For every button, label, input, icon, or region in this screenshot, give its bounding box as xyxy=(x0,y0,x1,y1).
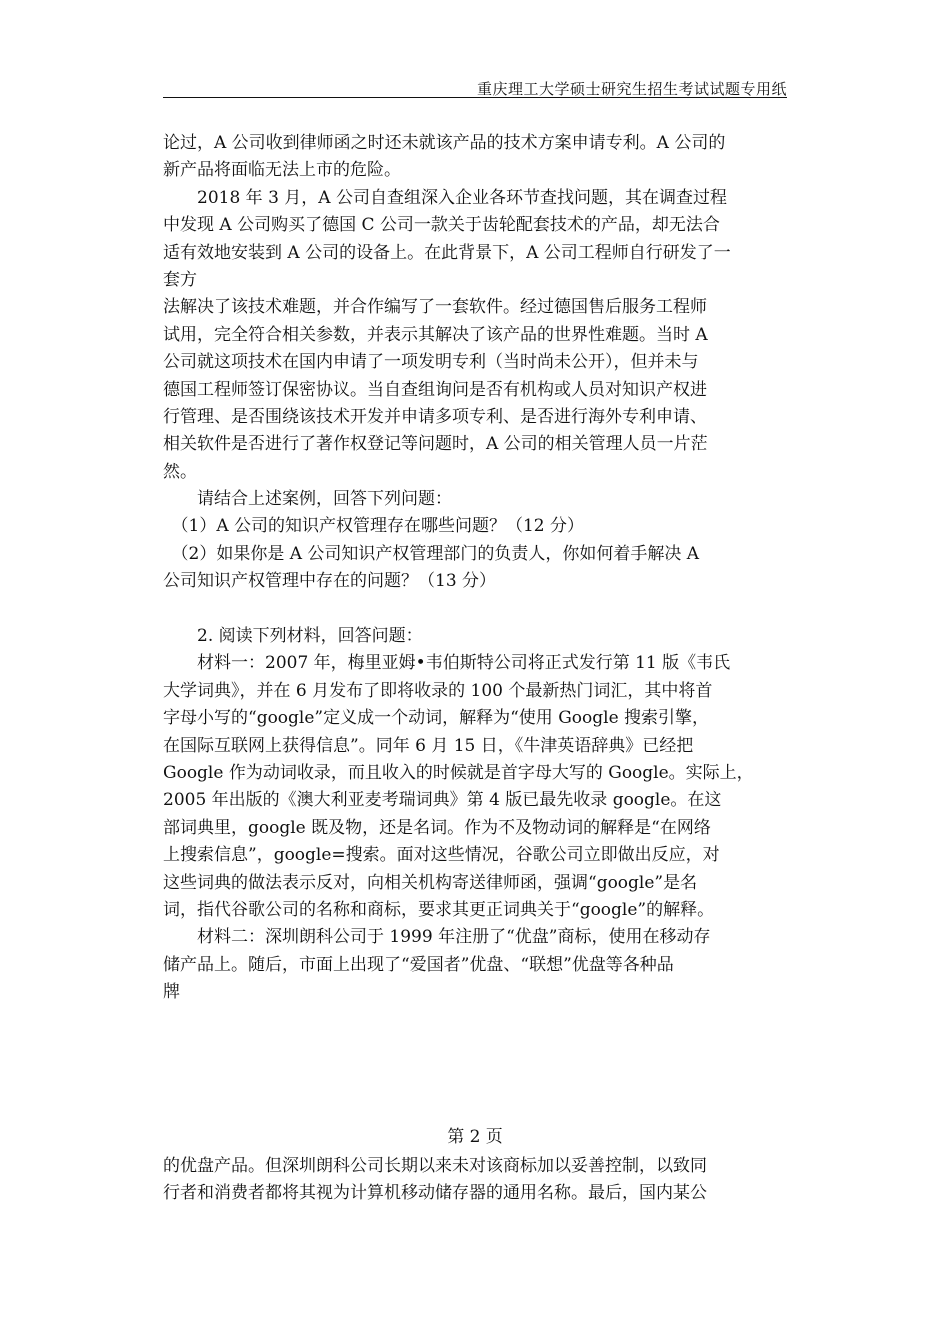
body-text xyxy=(163,130,787,1007)
text-line: 部词典里，google 既及物，还是名词。作为不及物动词的解释是“在网络 xyxy=(163,817,711,838)
text-line: 材料一：2007 年，梅里亚姆•韦伯斯特公司将正式发行第 11 版《韦氏 xyxy=(163,653,731,674)
text-line: 上搜索信息”，google=搜索。面对这些情况，谷歌公司立即做出反应，对 xyxy=(163,845,720,866)
text-line: 储产品上。随后，市面上出现了“爱国者”优盘、“联想”优盘等各种品 xyxy=(163,954,674,975)
text-line: 法解决了该技术难题，并合作编写了一套软件。经过德国售后服务工程师 xyxy=(163,297,707,318)
text-line: 2005 年出版的《澳大利亚麦考瑞词典》第 4 版已最先收录 google。在这 xyxy=(163,790,722,811)
text-line: 新产品将面临无法上市的危险。 xyxy=(163,160,401,181)
text-line: Google 作为动词收录，而且收入的时候就是首字母大写的 Google。实际上， xyxy=(163,762,754,783)
text-line: 公司知识产权管理中存在的问题？（13 分） xyxy=(163,571,497,592)
page-header xyxy=(163,74,787,98)
text-line: 适有效地安装到 A 公司的设备上。在此背景下，A 公司工程师自行研发了一 xyxy=(163,242,731,263)
text-line: 相关软件是否进行了著作权登记等问题时，A 公司的相关管理人员一片茫 xyxy=(163,434,708,455)
page-number: 第 2 页 xyxy=(447,1127,503,1147)
text-line: 行管理、是否围绕该技术开发并申请多项专利、是否进行海外专利申请、 xyxy=(163,406,707,427)
text-line: 2018 年 3 月，A 公司自查组深入企业各环节查找问题，其在调查过程 xyxy=(163,187,727,208)
text-line: 词，指代谷歌公司的名称和商标，要求其更正词典关于“google”的解释。 xyxy=(163,899,715,920)
text-line: （1）A 公司的知识产权管理存在哪些问题？（12 分） xyxy=(163,516,585,537)
text-line: 然。 xyxy=(163,461,197,482)
blank-line xyxy=(163,596,787,623)
text-line: 中发现 A 公司购买了德国 C 公司一款关于齿轮配套技术的产品，却无法合 xyxy=(163,215,720,236)
text-line: 大学词典》，并在 6 月发布了即将收录的 100 个最新热门词汇，其中将首 xyxy=(163,680,713,701)
header-title: 重庆理工大学硕士研究生招生考试试题专用纸 xyxy=(476,80,787,98)
text-line: 德国工程师签订保密协议。当自查组询问是否有机构或人员对知识产权进 xyxy=(163,379,707,400)
text-line: 字母小写的“google”定义成一个动词，解释为“使用 Google 搜索引擎， xyxy=(163,708,710,729)
text-line: 套方 xyxy=(163,269,197,290)
text-line: 试用，完全符合相关参数，并表示其解决了该产品的世界性难题。当时 A xyxy=(163,324,708,345)
text-line: 论过，A 公司收到律师函之时还未就该产品的技术方案申请专利。A 公司的 xyxy=(163,133,726,153)
text-line: （2）如果你是 A 公司知识产权管理部门的负责人，你如何着手解决 A xyxy=(163,543,700,564)
text-line: 这些词典的做法表示反对，向相关机构寄送律师函，强调“google”是名 xyxy=(163,872,698,893)
text-line: 2. 阅读下列材料，回答问题： xyxy=(163,626,423,647)
continuation-text xyxy=(163,1153,787,1208)
text-line: 行者和消费者都将其视为计算机移动储存器的通用名称。最后，国内某公 xyxy=(163,1183,707,1204)
text-line: 牌 xyxy=(163,982,180,1003)
text-line: 材料二：深圳朗科公司于 1999 年注册了“优盘”商标，使用在移动存 xyxy=(163,927,711,948)
text-line: 在国际互联网上获得信息”。同年 6 月 15 日，《牛津英语辞典》已经把 xyxy=(163,735,694,756)
text-line: 请结合上述案例，回答下列问题： xyxy=(163,489,452,510)
text-line: 的优盘产品。但深圳朗科公司长期以来未对该商标加以妥善控制，以致同 xyxy=(163,1156,707,1176)
text-line: 公司就这项技术在国内申请了一项发明专利（当时尚未公开），但并未与 xyxy=(163,352,699,373)
header-rule xyxy=(163,97,787,98)
